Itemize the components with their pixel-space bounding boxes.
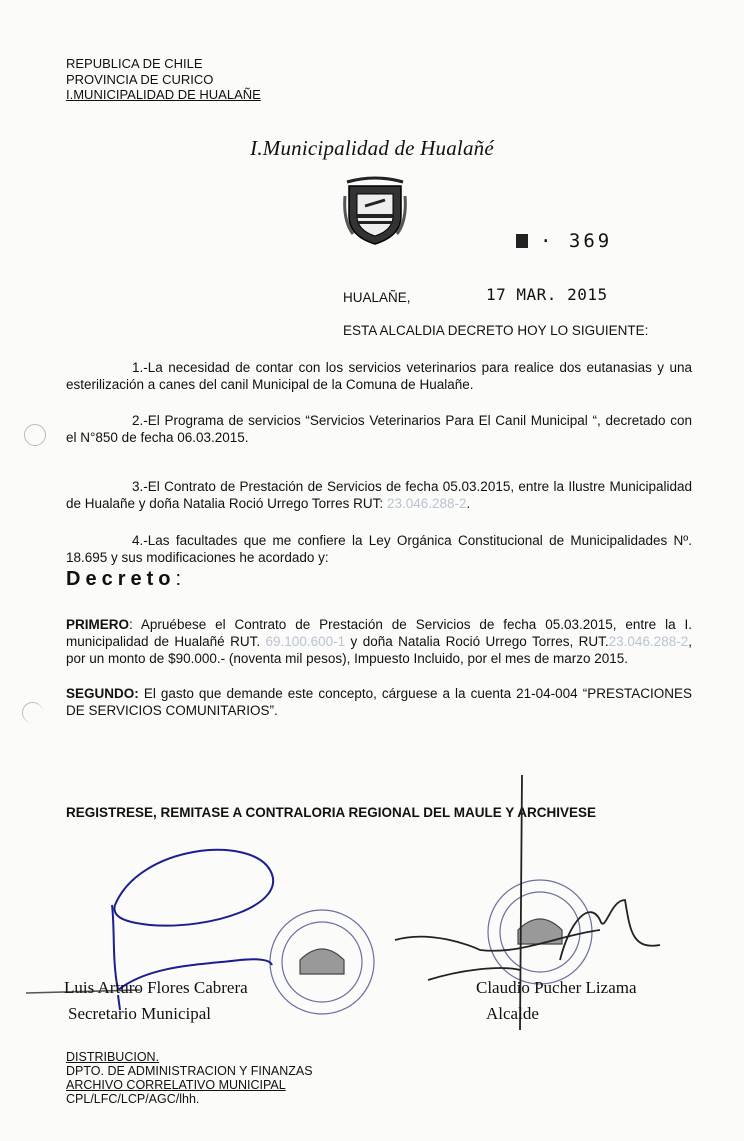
distribution-line: DPTO. DE ADMINISTRACION Y FINANZAS — [66, 1064, 313, 1078]
considerando-4: 4.-Las facultades que me confiere la Ley Orgánica Constitucional de Municipalidades Nº. 18.695 y sus modificaciones he acordado y: — [66, 533, 692, 565]
redacted-rut: 23.046.288-2 — [608, 634, 689, 649]
article-segundo: SEGUNDO: El gasto que demande este concepto, cárguese a la cuenta 21-04-004 “PRESTACIONES DE SERVICIOS COMUNITARIOS”. — [66, 686, 692, 718]
punch-hole — [24, 424, 46, 446]
document-title: I.Municipalidad de Hualañé — [250, 136, 494, 160]
decreto-heading: Decreto: — [66, 568, 182, 590]
redacted-rut: 69.100.600-1 — [265, 634, 346, 649]
redacted-rut: 23.046.288-2 — [386, 496, 467, 511]
secretary-name: Luis Arturo Flores Cabrera — [64, 978, 248, 997]
closing-order: REGISTRESE, REMITASE A CONTRALORIA REGIONAL DEL MAULE Y ARCHIVESE — [66, 805, 597, 820]
mayor-role: Alcalde — [486, 1004, 539, 1023]
decree-number: · 369 — [540, 230, 613, 252]
decree-date: 17 MAR. 2015 — [486, 285, 608, 304]
distribution-heading: DISTRIBUCION. — [66, 1050, 160, 1064]
header-republic: REPUBLICA DE CHILE — [66, 56, 203, 71]
decree-preamble: ESTA ALCALDIA DECRETO HOY LO SIGUIENTE: — [343, 323, 649, 338]
considerando-1: 1.-La necesidad de contar con los servicios veterinarios para realice dos eutanasias y una esterilización a canes del canil Municipal de la Comuna de Hualañe. — [66, 360, 692, 392]
distribution-initials: CPL/LFC/LCP/AGC/lhh. — [66, 1092, 200, 1106]
secretary-stamp — [270, 910, 374, 1014]
article-primero: PRIMERO: Apruébese el Contrato de Prestación de Servicios de fecha 05.03.2015, entre la I. municipalidad de Hualañé RUT. 69.100.600-1 y doña Natalia Roció Urrego Torres, RUT.23.046.288-2, por un monto de $90.000.- (noventa mil pesos), Impuesto Incluido, por el mes de marzo 2015. — [66, 617, 692, 666]
considerando-2: 2.-El Programa de servicios “Servicios Veterinarios Para El Canil Municipal “, decretado con el N°850 de fecha 06.03.2015. — [66, 413, 692, 445]
header-municipality: I.MUNICIPALIDAD DE HUALAÑE — [66, 87, 261, 102]
considerando-3: 3.-El Contrato de Prestación de Servicios de fecha 05.03.2015, entre la Ilustre Municipalidad de Hualañe y doña Natalia Roció Urrego Torres RUT: 23.046.288-2. — [66, 479, 692, 511]
punch-hole — [22, 702, 43, 723]
distribution-line: ARCHIVO CORRELATIVO MUNICIPAL — [66, 1078, 286, 1092]
place-label: HUALAÑE, — [343, 290, 411, 305]
mayor-name: Claudio Pucher Lizama — [476, 978, 637, 997]
distribution-block — [66, 1050, 313, 1106]
secretary-role: Secretario Municipal — [68, 1004, 212, 1023]
header-province: PROVINCIA DE CURICO — [66, 71, 214, 87]
